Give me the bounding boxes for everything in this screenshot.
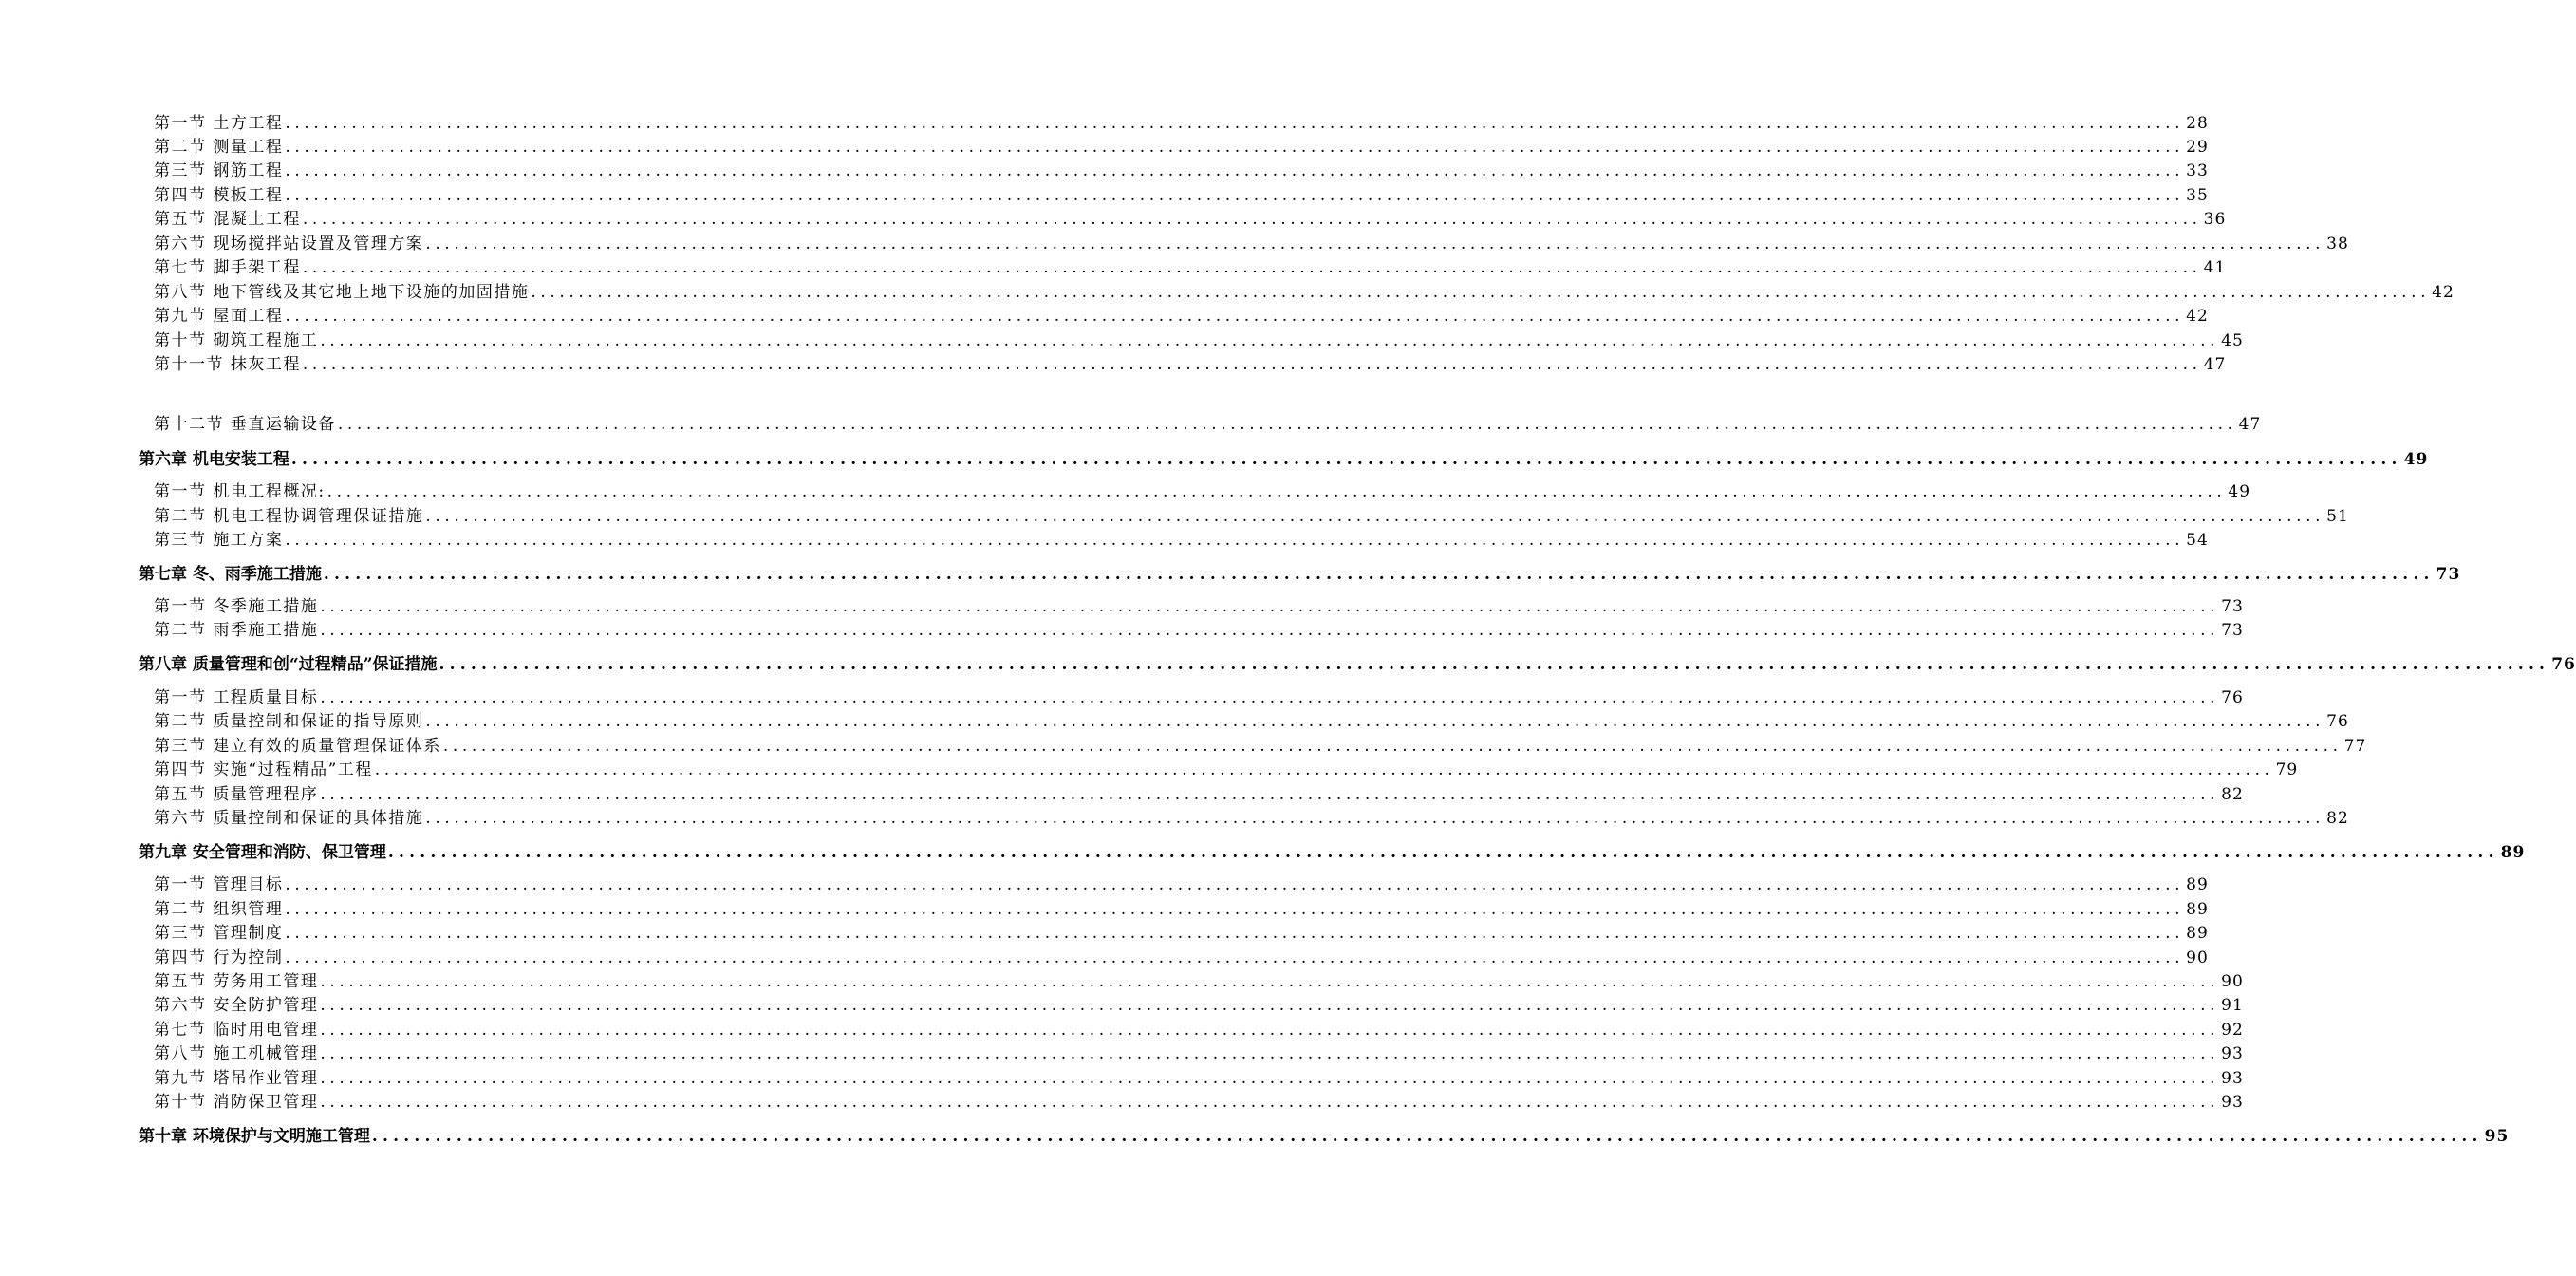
toc-entry-title: 第九节 塔吊作业管理 [154,1069,319,1088]
toc-entry-page-number: 93 [2221,1044,2244,1063]
toc-entry-title: 第八节 地下管线及其它地上地下设施的加固措施 [154,283,530,302]
toc-chapter-entry [139,652,2576,677]
dot-leader: ........................................................................................................................................................................................................ [320,621,2220,640]
dot-leader: ........................................................................................................................................................................................................ [320,688,2220,707]
toc-entry-page-number: 76 [2221,688,2244,707]
dot-leader: ........................................................................................................................................................................................................ [439,655,2550,674]
toc-section-entry [154,783,2244,806]
toc-section-entry [154,480,2251,503]
toc-entry-title: 第十一节 抹灰工程 [154,355,301,374]
toc-section-entry [154,1091,2244,1114]
toc-entry-page-number: 42 [2186,307,2209,326]
toc-section-entry [154,807,2349,830]
toc-section-entry [154,305,2209,328]
toc-entry-page-number: 90 [2221,972,2244,991]
toc-entry-page-number: 82 [2326,809,2349,828]
dot-leader: ........................................................................................................................................................................................................ [302,355,2202,374]
dot-leader: ........................................................................................................................................................................................................ [285,186,2185,205]
dot-leader: ........................................................................................................................................................................................................ [290,450,2402,469]
toc-entry-title: 第一节 工程质量目标 [154,688,319,707]
toc-section-entry [154,208,2227,231]
toc-entry-title: 第七节 临时用电管理 [154,1021,319,1040]
toc-section-entry [154,686,2244,709]
toc-entry-page-number: 93 [2221,1069,2244,1088]
dot-leader: ........................................................................................................................................................................................................ [425,809,2325,828]
toc-section-entry [154,1067,2244,1090]
dot-leader: ........................................................................................................................................................................................................ [320,597,2220,616]
dot-leader: ........................................................................................................................................................................................................ [327,482,2227,501]
toc-entry-page-number: 89 [2186,900,2209,919]
toc-entry-page-number: 89 [2186,875,2209,894]
toc-entry-title: 第四节 实施“过程精品”工程 [154,760,373,779]
toc-entry-page-number: 95 [2484,1127,2510,1146]
toc-section-entry [154,233,2349,255]
toc-entry-page-number: 73 [2221,621,2244,640]
toc-entry-page-number: 49 [2228,482,2251,501]
toc-entry-title: 第九章 安全管理和消防、保卫管理 [139,843,386,862]
dot-leader: ........................................................................................................................................................................................................ [320,972,2220,991]
dot-leader: ........................................................................................................................................................................................................ [320,331,2220,350]
toc-entry-title: 第六节 安全防护管理 [154,996,319,1015]
toc-entry-title: 第五节 混凝土工程 [154,210,301,229]
toc-entry-title: 第三节 管理制度 [154,924,284,943]
toc-entry-page-number: 49 [2403,450,2429,469]
toc-entry-page-number: 42 [2432,283,2455,302]
dot-leader: ........................................................................................................................................................................................................ [320,1069,2220,1088]
toc-entry-title: 第六节 质量控制和保证的具体措施 [154,809,424,828]
toc-section-entry [154,898,2209,921]
toc-entry-title: 第一节 机电工程概况: [154,482,326,501]
toc-chapter-entry [139,562,2461,587]
toc-section-entry [154,735,2367,758]
dot-leader: ........................................................................................................................................................................................................ [320,785,2220,804]
toc-entry-page-number: 29 [2186,138,2209,157]
toc-section-entry [154,329,2244,352]
toc-entry-title: 第二节 测量工程 [154,138,284,157]
dot-leader: ........................................................................................................................................................................................................ [320,996,2220,1015]
toc-section-entry [154,281,2455,304]
dot-leader: ........................................................................................................................................................................................................ [285,307,2185,326]
toc-entry-page-number: 73 [2221,597,2244,616]
toc-entry-title: 第二节 机电工程协调管理保证措施 [154,507,424,526]
toc-entry-title: 第三节 施工方案 [154,531,284,550]
toc-entry-title: 第九节 屋面工程 [154,307,284,326]
toc-entry-page-number: 28 [2186,114,2209,133]
toc-section-entry [154,184,2209,207]
toc-entry-page-number: 76 [2551,655,2576,674]
toc-entry-title: 第一节 冬季施工措施 [154,597,319,616]
dot-leader: ........................................................................................................................................................................................................ [531,283,2431,302]
dot-leader: ........................................................................................................................................................................................................ [302,258,2202,277]
toc-section-entry [154,994,2244,1017]
toc-entry-page-number: 76 [2326,712,2349,731]
toc-entry-page-number: 92 [2221,1021,2244,1040]
dot-leader: ........................................................................................................................................................................................................ [285,900,2185,919]
toc-entry-page-number: 73 [2436,565,2461,584]
dot-leader: ........................................................................................................................................................................................................ [285,138,2185,157]
toc-entry-title: 第十节 砌筑工程施工 [154,331,319,350]
toc-section-entry [154,136,2209,159]
toc-entry-title: 第六章 机电安装工程 [139,450,289,469]
dot-leader: ........................................................................................................................................................................................................ [323,565,2435,584]
dot-leader: ........................................................................................................................................................................................................ [425,235,2325,253]
toc-entry-title: 第三节 建立有效的质量管理保证体系 [154,737,441,756]
toc-entry-title: 第十节 消防保卫管理 [154,1093,319,1112]
toc-entry-page-number: 35 [2186,186,2209,205]
dot-leader: ........................................................................................................................................................................................................ [442,737,2343,756]
dot-leader: ........................................................................................................................................................................................................ [374,760,2274,779]
toc-entry-title: 第二节 质量控制和保证的指导原则 [154,712,424,731]
toc-entry-title: 第八章 质量管理和创“过程精品”保证措施 [139,655,438,674]
dot-leader: ........................................................................................................................................................................................................ [320,1093,2220,1112]
toc-entry-title: 第十章 环境保护与文明施工管理 [139,1127,370,1146]
toc-entry-title: 第四节 行为控制 [154,948,284,967]
dot-leader: ........................................................................................................................................................................................................ [320,1021,2220,1040]
toc-entry-title: 第七节 脚手架工程 [154,258,301,277]
toc-entry-page-number: 77 [2343,737,2367,756]
toc-chapter-entry [139,1124,2510,1149]
toc-chapter-entry [139,840,2526,865]
toc-entry-page-number: 54 [2186,531,2209,550]
toc-chapter-entry [139,447,2429,472]
toc-entry-title: 第四节 模板工程 [154,186,284,205]
toc-entry-title: 第一节 土方工程 [154,114,284,133]
toc-entry-page-number: 91 [2221,996,2244,1015]
dot-leader: ........................................................................................................................................................................................................ [320,1044,2220,1063]
dot-leader: ........................................................................................................................................................................................................ [425,507,2325,526]
toc-entry-page-number: 93 [2221,1093,2244,1112]
toc-entry-title: 第六节 现场搅拌站设置及管理方案 [154,235,424,253]
toc-entry-page-number: 89 [2500,843,2526,862]
toc-section-entry [154,413,2262,436]
toc-entry-page-number: 79 [2275,760,2299,779]
dot-leader: ........................................................................................................................................................................................................ [302,210,2202,229]
dot-leader: ........................................................................................................................................................................................................ [425,712,2325,731]
toc-entry-title: 第二节 雨季施工措施 [154,621,319,640]
toc-section-entry [154,947,2209,969]
toc-entry-title: 第一节 管理目标 [154,875,284,894]
toc-section-entry [154,256,2227,279]
toc-section-entry [154,922,2209,945]
toc-entry-title: 第七章 冬、雨季施工措施 [139,565,322,584]
toc-entry-page-number: 47 [2203,355,2227,374]
toc-entry-title: 第八节 施工机械管理 [154,1044,319,1063]
toc-section-entry [154,970,2244,993]
toc-section-entry [154,595,2244,618]
toc-section-entry [154,710,2349,733]
dot-leader: ........................................................................................................................................................................................................ [285,924,2185,943]
dot-leader: ........................................................................................................................................................................................................ [285,875,2185,894]
toc-entry-page-number: 89 [2186,924,2209,943]
toc-entry-page-number: 51 [2326,507,2349,526]
toc-section-entry [154,619,2244,642]
toc-section-entry [154,160,2209,182]
toc-section-entry [154,1042,2244,1065]
dot-leader: ........................................................................................................................................................................................................ [285,531,2185,550]
toc-section-entry [154,112,2209,135]
dot-leader: ........................................................................................................................................................................................................ [337,415,2237,434]
toc-entry-page-number: 90 [2186,948,2209,967]
toc-entry-page-number: 33 [2186,161,2209,180]
toc-section-entry [154,873,2209,896]
toc-section-entry [154,529,2209,552]
toc-entry-title: 第五节 劳务用工管理 [154,972,319,991]
toc-entry-page-number: 82 [2221,785,2244,804]
dot-leader: ........................................................................................................................................................................................................ [371,1127,2483,1146]
toc-section-entry [154,759,2299,781]
toc-entry-title: 第五节 质量管理程序 [154,785,319,804]
toc-section-entry [154,505,2349,528]
toc-entry-page-number: 36 [2203,210,2227,229]
dot-leader: ........................................................................................................................................................................................................ [387,843,2499,862]
dot-leader: ........................................................................................................................................................................................................ [285,114,2185,133]
toc-section-entry [154,1019,2244,1041]
toc-section-entry [154,353,2227,376]
dot-leader: ........................................................................................................................................................................................................ [285,948,2185,967]
toc-entry-title: 第二节 组织管理 [154,900,284,919]
toc-entry-page-number: 41 [2203,258,2227,277]
toc-entry-page-number: 47 [2238,415,2262,434]
toc-entry-title: 第十二节 垂直运输设备 [154,415,336,434]
dot-leader: ........................................................................................................................................................................................................ [285,161,2185,180]
toc-entry-page-number: 38 [2326,235,2349,253]
toc-entry-title: 第三节 钢筋工程 [154,161,284,180]
toc-entry-page-number: 45 [2221,331,2244,350]
